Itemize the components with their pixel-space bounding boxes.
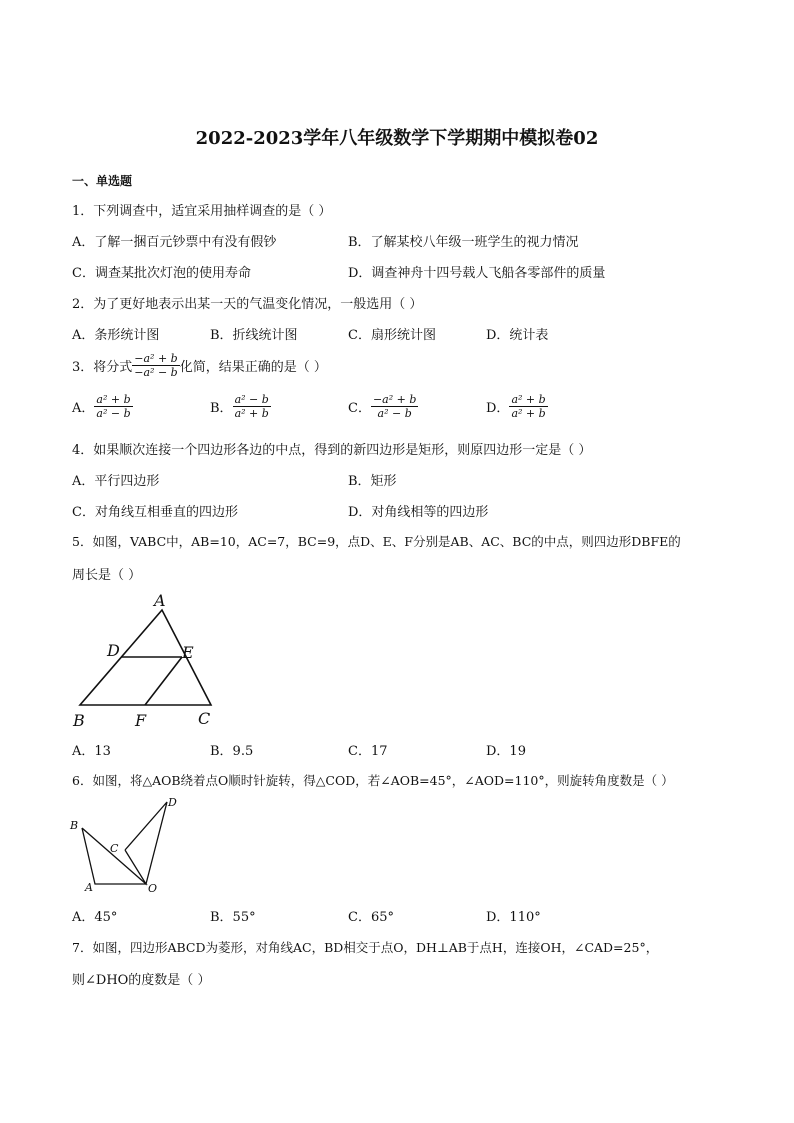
q5-option-a: A．13 (72, 744, 111, 759)
q5-stem-line1: 5．如图，VABC中，AB=10，AC=7，BC=9，点D、E、F分别是AB、AC、BC的中点，则四边形DBFE的 (72, 534, 681, 549)
q1-option-b: B．了解某校八年级一班学生的视力情况 (348, 235, 579, 250)
fraction-numerator: −a² + b (134, 352, 178, 365)
q7-stem-line2: 则∠DHO的度数是（ ） (72, 973, 211, 988)
label-c: C (110, 842, 119, 855)
q2-option-b: B．折线统计图 (210, 328, 298, 343)
q3-stem-fraction (132, 352, 179, 379)
fraction-numerator: a² + b (96, 393, 131, 406)
q6-option-d: D．110° (486, 910, 541, 925)
label-o: O (148, 882, 158, 895)
q3-stem-prefix: 3．将分式 (72, 360, 133, 375)
q7-stem-line1: 7．如图，四边形ABCD为菱形，对角线AC，BD相交于点O，DH⊥AB于点H，连接OH，∠CAD=25°， (72, 940, 659, 955)
q3-stem-suffix: 化简，结果正确的是（ ） (179, 360, 327, 375)
fraction-denominator: −a² − b (134, 366, 178, 379)
q4-option-c: C．对角线互相垂直的四边形 (72, 505, 238, 520)
q2-option-d: D．统计表 (486, 328, 549, 343)
q5-option-b: B．9.5 (210, 744, 254, 759)
q3-option-b (210, 393, 271, 420)
option-fraction (94, 393, 132, 420)
option-fraction (233, 393, 271, 420)
label-a: A (85, 881, 93, 894)
q1-stem: 1．下列调查中，适宜采用抽样调查的是（ ） (72, 204, 332, 219)
fraction-denominator: a² + b (234, 407, 269, 420)
q1-option-c: C．调查某批次灯泡的使用寿命 (72, 266, 251, 281)
q2-stem: 2．为了更好地表示出某一天的气温变化情况，一般选用（ ） (72, 297, 423, 312)
q2-option-a: A．条形统计图 (72, 328, 160, 343)
section-heading: 一、单选题 (72, 174, 133, 188)
q6-option-b: B．55° (210, 910, 256, 925)
q4-option-d: D．对角线相等的四边形 (348, 505, 489, 520)
q6-rotation-figure (66, 792, 196, 900)
q1-option-d: D．调查神舟十四号载人飞船各零部件的质量 (348, 266, 606, 281)
q1-option-a: A．了解一捆百元钞票中有没有假钞 (72, 235, 277, 250)
q6-stem: 6．如图，将△AOB绕着点O顺时针旋转，得△COD，若∠AOB=45°，∠AOD=110°，则旋转角度数是（ ） (72, 773, 674, 788)
q4-stem: 4．如果顺次连接一个四边形各边的中点，得到的新四边形是矩形，则原四边形一定是（ ） (72, 443, 592, 458)
option-fraction (371, 393, 418, 420)
fraction-numerator: −a² + b (372, 393, 417, 406)
q4-option-b: B．矩形 (348, 474, 397, 489)
q3-option-c (348, 393, 418, 420)
label-e: E (182, 643, 194, 662)
fraction-numerator: a² − b (234, 393, 269, 406)
q6-option-c: C．65° (348, 910, 394, 925)
fraction-denominator: a² − b (377, 407, 412, 420)
option-label: A． (72, 401, 95, 416)
q5-option-d: D．19 (486, 744, 526, 759)
option-fraction (509, 393, 547, 420)
segment-ef (145, 657, 182, 705)
q4-option-a: A．平行四边形 (72, 474, 160, 489)
page-title: 2022-2023学年八年级数学下学期期中模拟卷02 (195, 128, 599, 149)
q3-option-d (486, 393, 548, 420)
label-c: C (198, 709, 211, 728)
q2-option-c: C．扇形统计图 (348, 328, 436, 343)
q3-stem (72, 352, 327, 379)
q3-option-a (72, 393, 133, 420)
label-f: F (135, 711, 147, 730)
fraction-denominator: a² − b (96, 407, 131, 420)
option-label: B． (210, 401, 233, 416)
label-d: D (107, 641, 120, 660)
q5-stem-line2: 周长是（ ） (72, 568, 142, 583)
fraction-numerator: a² + b (511, 393, 546, 406)
q5-option-c: C．17 (348, 744, 388, 759)
option-label: C． (348, 401, 371, 416)
q6-option-a: A．45° (72, 910, 118, 925)
fraction-denominator: a² + b (511, 407, 546, 420)
label-b: B (70, 819, 79, 832)
option-label: D． (486, 401, 510, 416)
q5-triangle-figure (70, 590, 230, 730)
label-d: D (168, 796, 177, 809)
label-a: A (154, 591, 166, 610)
label-b: B (73, 711, 85, 730)
